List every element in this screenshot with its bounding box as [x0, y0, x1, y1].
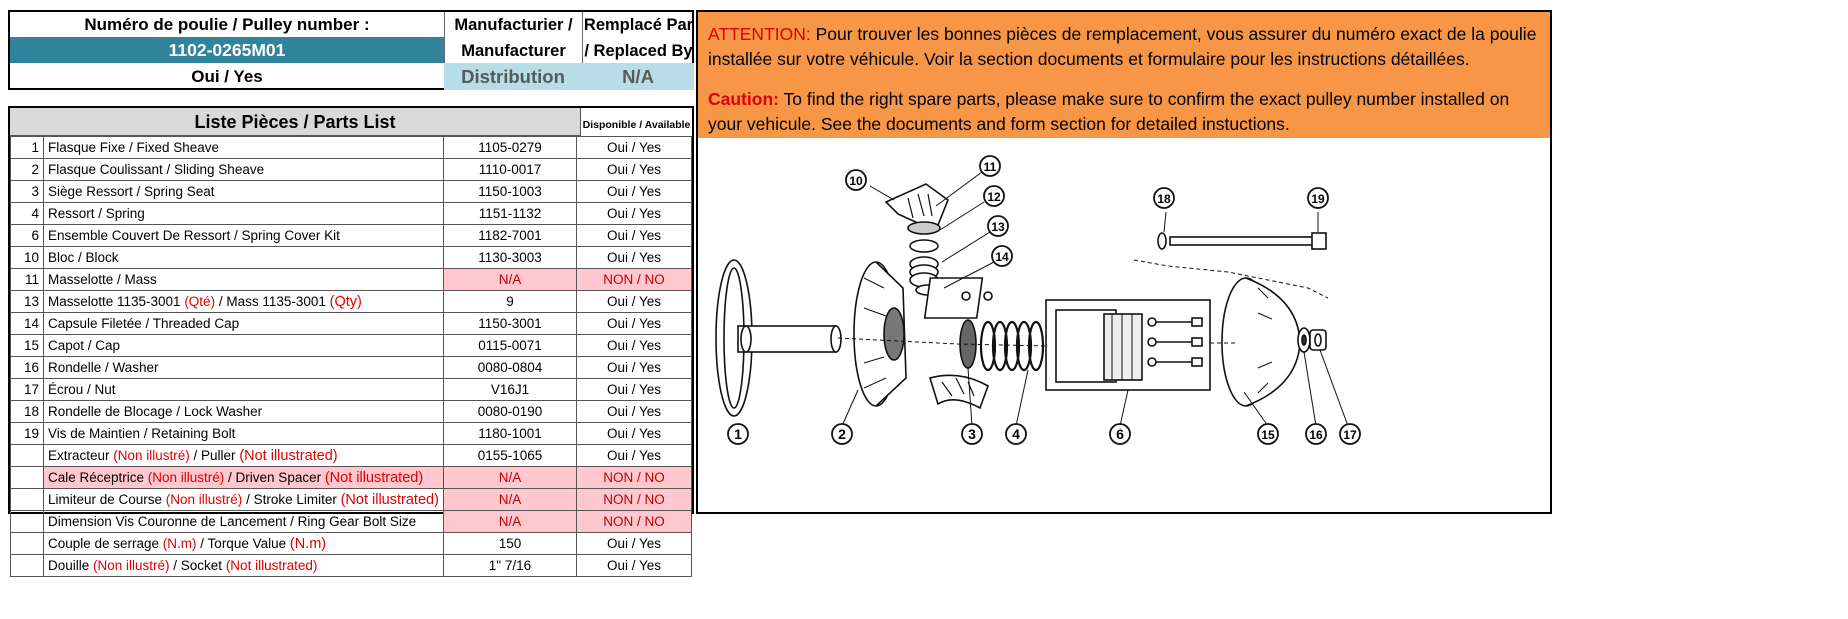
part-number: 17	[11, 379, 44, 401]
part-number	[11, 533, 44, 555]
note-text: (Not illustrated)	[324, 469, 424, 486]
part-number: 15	[11, 335, 44, 357]
callout-label: 3	[968, 426, 976, 442]
part-number: 14	[11, 313, 44, 335]
spring-seat-top	[925, 278, 992, 318]
note-text: (Not illustrated)	[225, 558, 318, 573]
callout-label: 1	[734, 426, 742, 442]
part-name	[43, 335, 443, 357]
part-availability: NON / NO	[577, 489, 692, 511]
callout-label: 6	[1116, 426, 1124, 442]
washer-part	[910, 240, 938, 252]
parts-title: Liste Pièces / Parts List	[194, 111, 396, 132]
part-name-text: / Puller	[189, 447, 240, 463]
part-availability: Oui / Yes	[577, 335, 692, 357]
note-text: (Not illustrated)	[340, 491, 439, 508]
manufacturer-value: Distribution	[444, 63, 582, 90]
part-value: 1150-1003	[443, 181, 576, 203]
note-text: (Non illustré)	[147, 469, 225, 485]
part-number: 11	[11, 269, 44, 291]
cap-cone-part	[1222, 278, 1300, 406]
note-text: (Non illustré)	[93, 558, 170, 573]
caution-notice	[708, 87, 1540, 137]
parts-row	[11, 291, 692, 313]
part-name-text: Extracteur	[47, 447, 114, 463]
part-value: N/A	[443, 511, 576, 533]
part-number	[11, 467, 44, 489]
retaining-bolt-part	[1158, 233, 1326, 249]
callout-label: 11	[983, 160, 997, 174]
part-name	[43, 137, 443, 159]
parts-row	[11, 533, 692, 555]
part-name-text: Masselotte / Mass	[47, 272, 157, 287]
parts-row	[11, 181, 692, 203]
parts-row	[11, 467, 692, 489]
part-name-text: Bloc / Block	[47, 250, 119, 265]
callout-label: 14	[995, 250, 1009, 264]
part-number: 16	[11, 357, 44, 379]
part-availability: Oui / Yes	[577, 401, 692, 423]
part-value: 0080-0804	[443, 357, 576, 379]
parts-row	[11, 555, 692, 577]
part-name-text: Flasque Fixe / Fixed Sheave	[47, 140, 220, 155]
part-number: 6	[11, 225, 44, 247]
part-name	[43, 511, 443, 533]
part-name-text: Cale Réceptrice	[47, 469, 148, 485]
part-availability: Oui / Yes	[577, 445, 692, 467]
parts-row	[11, 335, 692, 357]
parts-row	[11, 379, 692, 401]
part-availability: Oui / Yes	[577, 357, 692, 379]
part-value: 1110-0017	[443, 159, 576, 181]
part-name	[43, 269, 443, 291]
parts-row	[11, 423, 692, 445]
available-header: Disponible / Available	[580, 108, 692, 136]
parts-row	[11, 313, 692, 335]
callout-label: 18	[1157, 192, 1171, 206]
diagram-panel	[696, 138, 1552, 514]
part-value: 1180-1001	[443, 423, 576, 445]
part-name	[43, 313, 443, 335]
pulley-label: Numéro de poulie / Pulley number :	[84, 14, 370, 34]
part-availability: Oui / Yes	[577, 247, 692, 269]
part-number	[11, 555, 44, 577]
part-value: 1130-3003	[443, 247, 576, 269]
part-name	[43, 203, 443, 225]
part-availability: Oui / Yes	[577, 203, 692, 225]
part-name-text: Siège Ressort / Spring Seat	[47, 184, 215, 199]
part-value: 0155-1065	[443, 445, 576, 467]
part-availability: NON / NO	[577, 467, 692, 489]
parts-row	[11, 159, 692, 181]
nut-part	[1310, 330, 1326, 350]
part-availability: Oui / Yes	[577, 225, 692, 247]
mass-part	[908, 222, 940, 234]
part-number: 18	[11, 401, 44, 423]
part-availability: Oui / Yes	[577, 159, 692, 181]
part-name-text: / Mass 1135-3001	[215, 293, 330, 309]
part-name	[43, 533, 443, 555]
exploded-pulley-diagram	[698, 138, 1554, 512]
part-name-text: Couple de serrage	[47, 535, 163, 551]
note-text: (Qty)	[329, 293, 362, 310]
spring-cover-kit-part	[1046, 300, 1210, 390]
callout-label: 4	[1012, 426, 1020, 442]
replaced-label: Remplacé Par / Replaced By	[582, 12, 694, 63]
part-name	[43, 423, 443, 445]
part-availability: Oui / Yes	[577, 533, 692, 555]
part-name-text: Flasque Coulissant / Sliding Sheave	[47, 162, 265, 177]
callout-label: 10	[849, 174, 863, 188]
part-availability: Oui / Yes	[577, 423, 692, 445]
part-availability: Oui / Yes	[577, 181, 692, 203]
part-number: 10	[11, 247, 44, 269]
part-value: 1" 7/16	[443, 555, 576, 577]
replaced-value: N/A	[582, 63, 694, 90]
parts-row	[11, 269, 692, 291]
part-number: 19	[11, 423, 44, 445]
part-value: N/A	[443, 269, 576, 291]
part-name	[43, 467, 443, 489]
callout-label: 2	[838, 426, 846, 442]
note-text: (Qté)	[184, 293, 216, 309]
part-name-text: Masselotte 1135-3001	[47, 293, 185, 309]
part-name-text: / Stroke Limiter	[242, 491, 341, 507]
part-number: 4	[11, 203, 44, 225]
part-value: 150	[443, 533, 576, 555]
part-value: 0080-0190	[443, 401, 576, 423]
callout-label: 13	[991, 220, 1005, 234]
part-value: 9	[443, 291, 576, 313]
part-name	[43, 401, 443, 423]
part-name-text: Ensemble Couvert De Ressort / Spring Cover Kit	[47, 228, 340, 243]
parts-row	[11, 445, 692, 467]
part-name	[43, 159, 443, 181]
part-value: 1150-3001	[443, 313, 576, 335]
attention-text: Pour trouver les bonnes pièces de remplacement, vous assurer du numéro exact de la poulie installée sur votre véhicule. Voir la section documents et formulaire pour les instructions détaillées.	[708, 24, 1537, 69]
part-availability: Oui / Yes	[577, 555, 692, 577]
part-name	[43, 225, 443, 247]
part-name-text: Vis de Maintien / Retaining Bolt	[47, 426, 236, 441]
note-text: (Not illustrated)	[239, 447, 338, 464]
caution-label: Caution:	[708, 89, 779, 109]
parts-row	[11, 225, 692, 247]
part-name	[43, 357, 443, 379]
callout-label: 16	[1309, 428, 1323, 442]
parts-row	[11, 401, 692, 423]
part-name	[43, 181, 443, 203]
parts-table	[10, 136, 692, 577]
notice-box	[696, 10, 1552, 138]
part-number: 1	[11, 137, 44, 159]
part-value: 1182-7001	[443, 225, 576, 247]
callout-label: 19	[1311, 192, 1325, 206]
note-text: (Non illustré)	[113, 447, 190, 463]
part-name-text: Douille	[47, 558, 93, 573]
part-availability: Oui / Yes	[577, 313, 692, 335]
part-name-text: Capot / Cap	[47, 338, 121, 353]
parts-row	[11, 247, 692, 269]
callout-label: 17	[1343, 428, 1357, 442]
caution-text: To find the right spare parts, please make sure to confirm the exact pulley number installed on your vehicule. See the documents and form section for detailed instuctions.	[708, 89, 1510, 134]
part-name	[43, 379, 443, 401]
part-number: 13	[11, 291, 44, 313]
part-value: V16J1	[443, 379, 576, 401]
parts-row	[11, 357, 692, 379]
part-availability: Oui / Yes	[577, 291, 692, 313]
lower-block-part	[930, 375, 988, 408]
spring-part	[981, 322, 1043, 370]
part-name-text: Capsule Filetée / Threaded Cap	[47, 316, 240, 331]
callout-label: 12	[987, 190, 1001, 204]
pulley-number: 1102-0265M01	[10, 37, 444, 63]
part-name-text: / Socket	[169, 558, 226, 573]
part-name-text: Dimension Vis Couronne de Lancement / Ring Gear Bolt Size	[47, 514, 417, 529]
part-availability: Oui / Yes	[577, 379, 692, 401]
part-number	[11, 489, 44, 511]
part-number	[11, 511, 44, 533]
part-value: 1105-0279	[443, 137, 576, 159]
note-text: (Non illustré)	[165, 491, 243, 507]
parts-header	[10, 108, 692, 136]
part-value: N/A	[443, 467, 576, 489]
attention-label: ATTENTION:	[708, 24, 811, 44]
fixed-sheave-part	[716, 260, 841, 416]
pulley-available: Oui / Yes	[191, 66, 263, 86]
part-number: 3	[11, 181, 44, 203]
parts-row	[11, 203, 692, 225]
parts-row	[11, 511, 692, 533]
part-name-text: Limiteur de Course	[47, 491, 166, 507]
attention-notice	[708, 22, 1540, 72]
parts-row	[11, 137, 692, 159]
part-name	[43, 247, 443, 269]
note-text: (N.m)	[162, 535, 197, 551]
part-name-text: / Torque Value	[196, 535, 290, 551]
parts-list	[8, 106, 694, 573]
part-value: 1151-1132	[443, 203, 576, 225]
part-name-text: Rondelle / Washer	[47, 360, 159, 375]
manufacturer-label: Manufacturier / Manufacturer	[444, 12, 582, 63]
part-number	[11, 445, 44, 467]
parts-row	[11, 489, 692, 511]
part-value: N/A	[443, 489, 576, 511]
part-name	[43, 291, 443, 313]
part-availability: Oui / Yes	[577, 137, 692, 159]
callout-label: 15	[1261, 428, 1275, 442]
part-availability: NON / NO	[577, 269, 692, 291]
part-value: 0115-0071	[443, 335, 576, 357]
note-text: (N.m)	[289, 535, 327, 552]
part-name	[43, 489, 443, 511]
part-availability: NON / NO	[577, 511, 692, 533]
part-number: 2	[11, 159, 44, 181]
part-name-text: Rondelle de Blocage / Lock Washer	[47, 404, 263, 419]
part-name-text: / Driven Spacer	[224, 469, 325, 485]
pulley-header	[8, 10, 694, 90]
part-name-text: Écrou / Nut	[47, 382, 116, 397]
part-name	[43, 445, 443, 467]
sliding-sheave-part	[854, 262, 906, 406]
part-name-text: Ressort / Spring	[47, 206, 145, 221]
part-name	[43, 555, 443, 577]
